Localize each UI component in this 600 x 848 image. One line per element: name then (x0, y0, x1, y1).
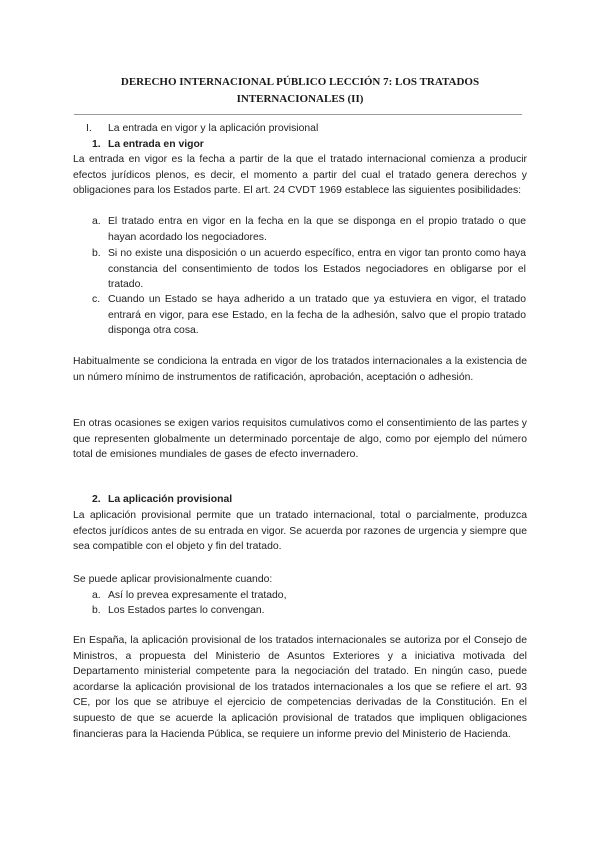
document-title (60, 74, 540, 108)
section-1-number: 1. (92, 139, 101, 150)
section-2-intro: La aplicación provisional permite que un tratado internacional, total o parcialmente, produzca efectos jurídicos antes de su entrada en vigor. Se acuerda por razones de urgencia y siempre que sea compatible con el objeto y fin del tratado. (73, 510, 527, 553)
section-1-item-c: Cuando un Estado se haya adherido a un tratado que ya estuviera en vigor, el tratado entrará en vigor, para ese Estado, en la fecha de la adhesión, salvo que el propio tratado disponga otra cosa. (108, 294, 526, 337)
section-2-spain-paragraph: En España, la aplicación provisional de los tratados internacionales se autoriza por el Consejo de Ministros, a propuesta del Ministerio de Asuntos Exteriores y a iniciativa motivada del Departamento ministerial competente para la negociación del tratado. En ningún caso, puede acordarse la aplicación provisional de los tratados internacionales a los que se refiere el art. 93 CE, por los que se atribuye el ejercicio de competencias derivadas de la Constitución. En el supuesto de que se acuerde la aplicación provisional de tratados que impliquen obligaciones financieras para la Hacienda Pública, se requiere un informe previo del Ministerio de Hacienda. (73, 635, 527, 740)
section-1-intro: La entrada en vigor es la fecha a partir de la que el tratado internacional comienza a producir efectos jurídicos plenos, es decir, el momento a partir del cual el tratado genera derechos y obligaciones para los Estados parte. El art. 24 CVDT 1969 establece las siguientes posibilidades: (73, 154, 527, 197)
section-1-heading: La entrada en vigor (108, 139, 204, 150)
section-1-item-a: El tratado entra en vigor en la fecha en la que se disponga en el propio tratado o que hayan acordado los negociadores. (108, 216, 526, 243)
document-title-line-1: DERECHO INTERNACIONAL PÚBLICO LECCIÓN 7: LOS TRATADOS (120, 76, 480, 88)
section-i-heading: La entrada en vigor y la aplicación provisional (108, 123, 319, 134)
section-1-item-b: Si no existe una disposición o un acuerdo específico, entra en vigor tan pronto como haya constancia del consentimiento de todos los Estados negociadores en obligarse por el tratado. (108, 248, 526, 291)
document-title-line-2: INTERNACIONALES (II) (236, 93, 364, 105)
section-1-item-c-marker: c. (92, 294, 101, 305)
section-1-item-a-marker: a. (92, 216, 101, 227)
section-2-item-b: Los Estados partes lo convengan. (108, 605, 265, 616)
section-2-number: 2. (92, 494, 101, 505)
section-2-item-b-marker: b. (92, 605, 101, 616)
section-1-item-b-marker: b. (92, 248, 101, 259)
section-1-paragraph-2: Habitualmente se condiciona la entrada en vigor de los tratados internacionales a la existencia de un número mínimo de instrumentos de ratificación, aprobación, aceptación o adhesión. (73, 356, 527, 383)
title-divider (74, 114, 522, 115)
section-2-heading: La aplicación provisional (108, 494, 233, 505)
section-2-lead: Se puede aplicar provisionalmente cuando: (73, 574, 273, 585)
section-2-item-a: Así lo prevea expresamente el tratado, (108, 590, 287, 601)
section-1-paragraph-3: En otras ocasiones se exigen varios requisitos cumulativos como el consentimiento de las partes y que representen globalmente un determinado porcentaje de algo, como por ejemplo del número total de emisiones mundiales de gases de efecto invernadero. (73, 418, 527, 461)
section-i-numeral: I. (86, 123, 92, 134)
section-2-item-a-marker: a. (92, 590, 101, 601)
